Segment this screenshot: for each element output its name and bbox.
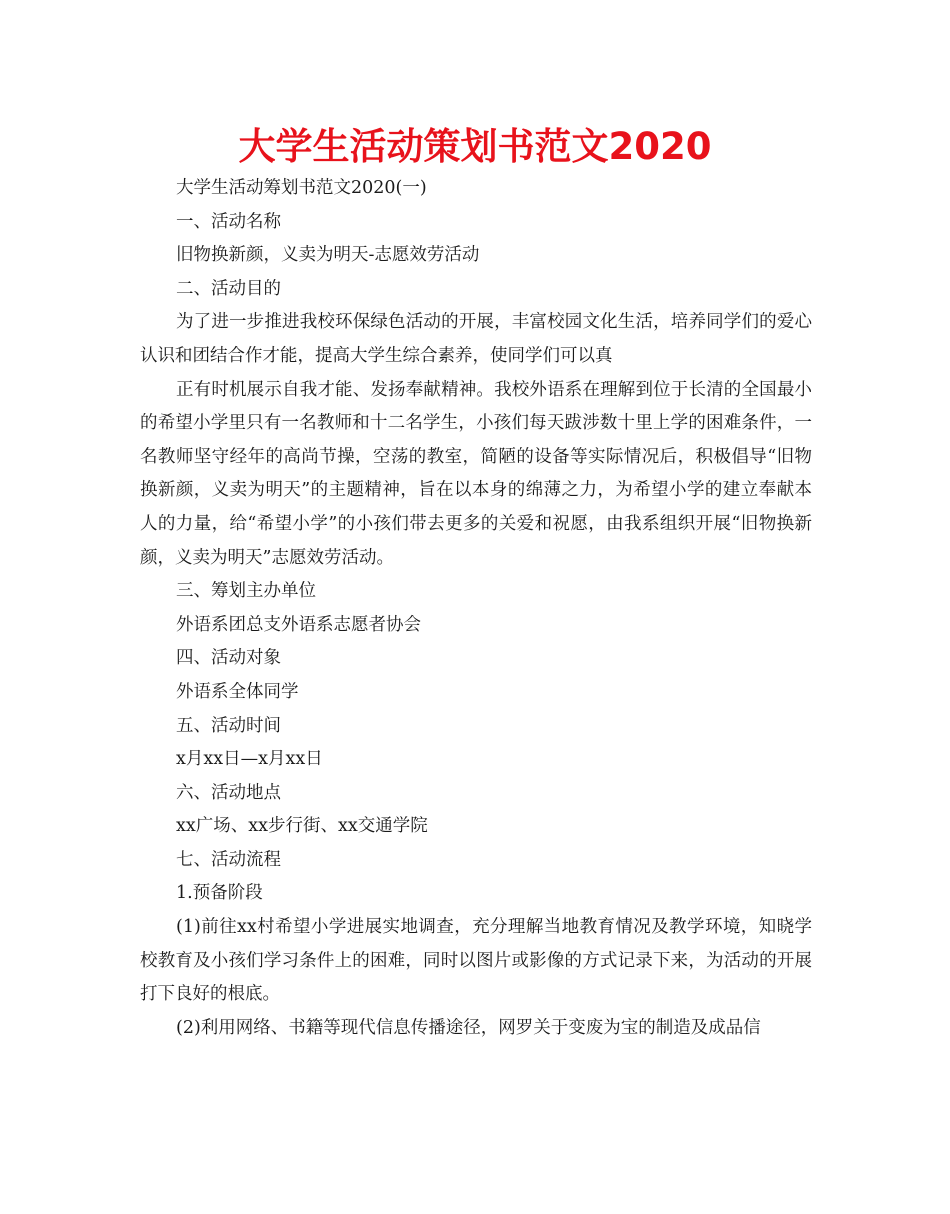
document-title: 大学生活动策划书范文2020 [238, 125, 712, 168]
section-heading-activity-time: 五、活动时间 [176, 715, 281, 736]
document-body [140, 172, 812, 1045]
body-paragraph: (1)前往xx村希望小学进展实地调查，充分理解当地教育情况及教学环境，知晓学校教育及小孩们学习条件上的困难，同时以图片或影像的方式记录下来，为活动的开展打下良好的根底。 [140, 917, 812, 1005]
body-paragraph: 为了进一步推进我校环保绿色活动的开展，丰富校园文化生活，培养同学们的爱心认识和团结合作才能，提高大学生综合素养，使同学们可以真 [140, 312, 812, 366]
body-paragraph: (2)利用网络、书籍等现代信息传播途径，网罗关于变废为宝的制造及成品信 [176, 1017, 761, 1038]
section-heading-activity-location: 六、活动地点 [176, 782, 281, 803]
subtitle-paragraph: 大学生活动筹划书范文2020(一) [176, 178, 427, 198]
body-paragraph: x月xx日—x月xx日 [176, 749, 323, 770]
body-paragraph: 外语系全体同学 [176, 681, 299, 702]
section-heading-activity-purpose: 二、活动目的 [176, 278, 281, 299]
section-heading-activity-name: 一、活动名称 [176, 211, 281, 232]
body-paragraph: 正有时机展示自我才能、发扬奉献精神。我校外语系在理解到位于长清的全国最小的希望小学里只有一名教师和十二名学生，小孩们每天跋涉数十里上学的困难条件，一名教师坚守经年的高尚节操，空荡的教室，简陋的设备等实际情况后，积极倡导“旧物换新颜，义卖为明天”的主题精神，旨在以本身的绵薄之力，为希望小学的建立奉献本人的力量，给“希望小学”的小孩们带去更多的关爱和祝愿，由我系组织开展“旧物换新颜，义卖为明天”志愿效劳活动。 [140, 379, 812, 568]
section-heading-organizer: 三、筹划主办单位 [176, 581, 316, 602]
section-heading-activity-process: 七、活动流程 [176, 849, 281, 870]
body-paragraph: xx广场、xx步行街、xx交通学院 [176, 816, 428, 837]
body-paragraph: 外语系团总支外语系志愿者协会 [176, 614, 421, 635]
body-paragraph: 旧物换新颜，义卖为明天-志愿效劳活动 [176, 245, 480, 266]
sub-heading-preparation: 1.预备阶段 [176, 883, 263, 904]
section-heading-audience: 四、活动对象 [176, 648, 281, 669]
